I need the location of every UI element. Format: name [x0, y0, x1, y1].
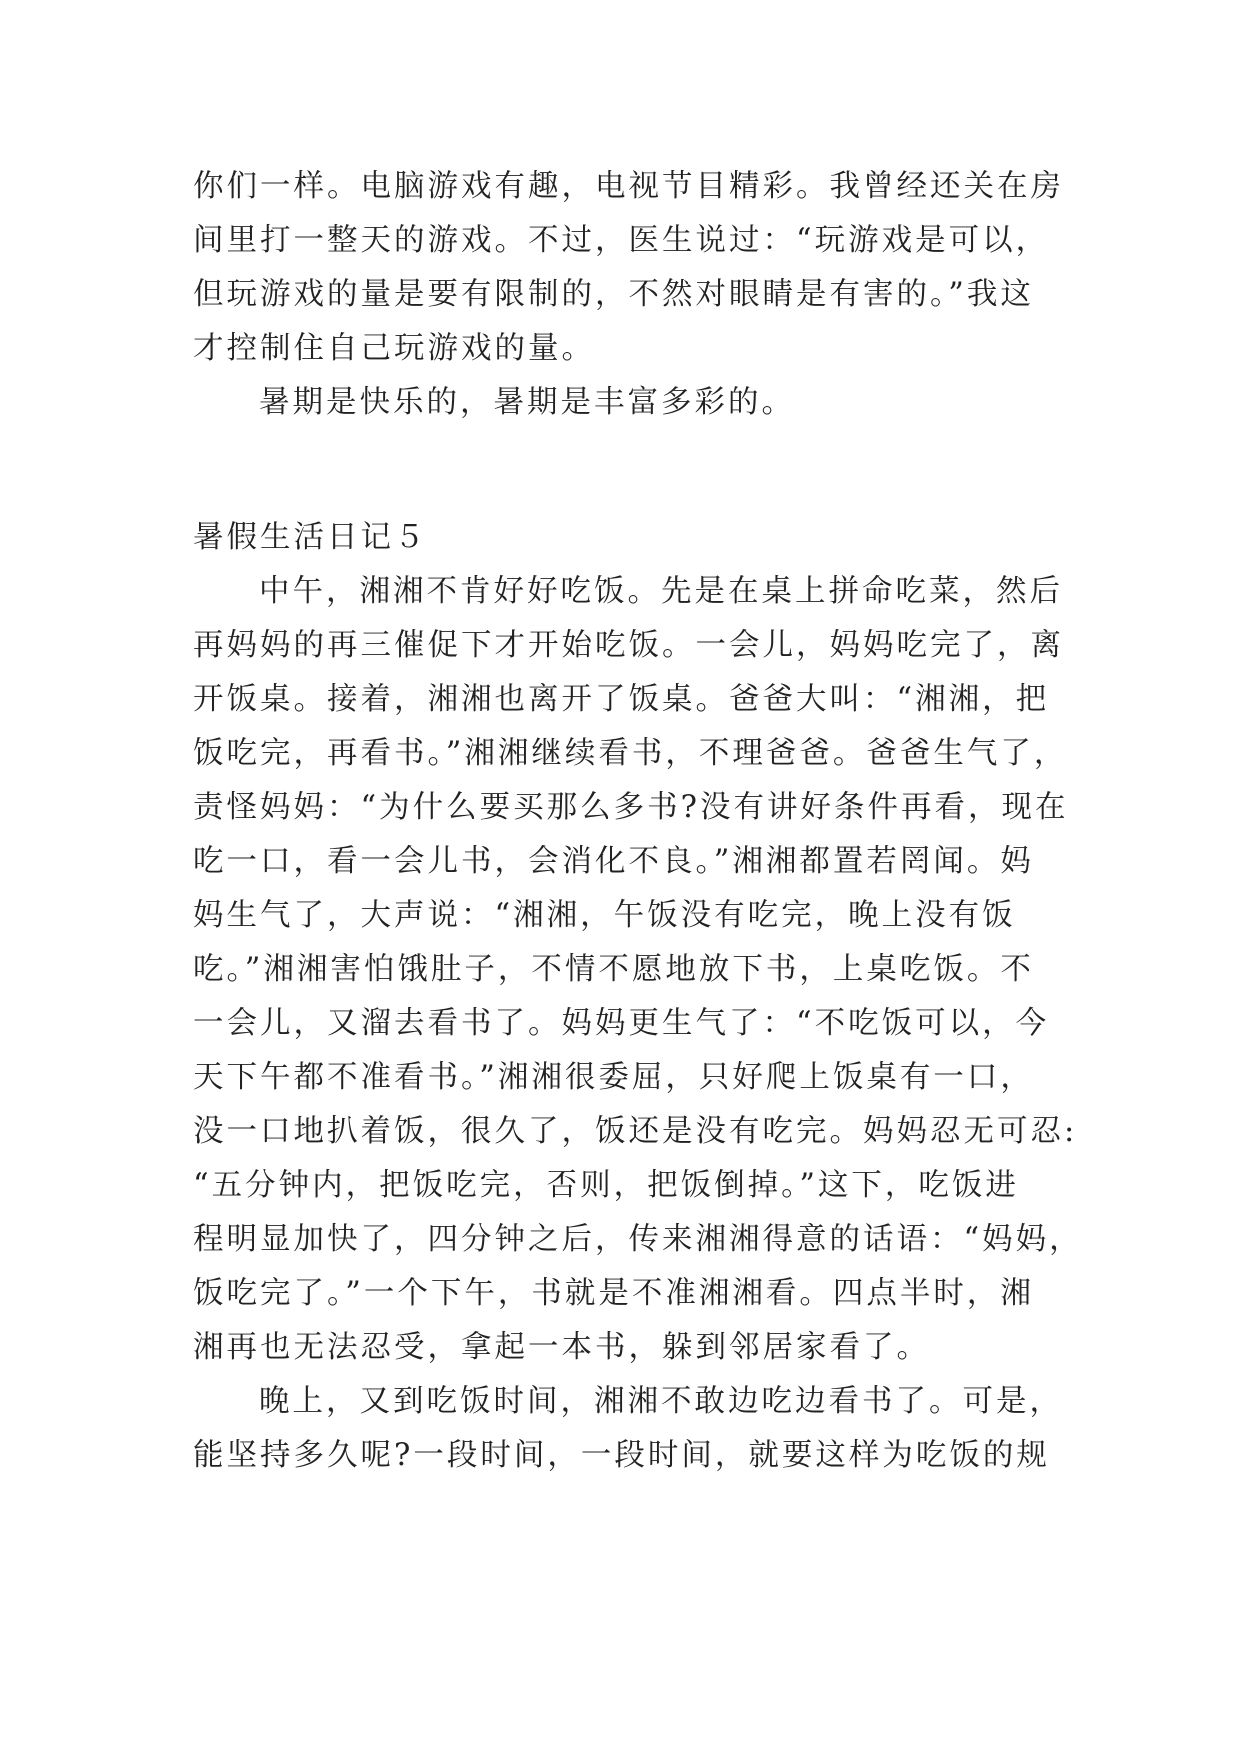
paragraph-line: 中午，湘湘不肯好好吃饭。先是在桌上拼命吃菜，然后: [259, 574, 1063, 609]
paragraph-line: 开饭桌。接着，湘湘也离开了饭桌。爸爸大叫：“湘湘，把: [193, 682, 1050, 717]
paragraph-line: 暑期是快乐的，暑期是丰富多彩的。: [259, 385, 795, 420]
paragraph-line: 天下午都不准看书。”湘湘很委屈，只好爬上饭桌有一口，: [193, 1060, 1034, 1095]
paragraph-line: 程明显加快了，四分钟之后，传来湘湘得意的话语：“妈妈，: [193, 1222, 1083, 1257]
paragraph-line: 你们一样。电脑游戏有趣，电视节目精彩。我曾经还关在房: [193, 169, 1064, 204]
paragraph-line: 责怪妈妈：“为什么要买那么多书?没有讲好条件再看，现在: [193, 790, 1069, 825]
paragraph-line: 湘再也无法忍受，拿起一本书，躲到邻居家看了。: [193, 1330, 930, 1365]
paragraph-line: 吃。”湘湘害怕饿肚子，不情不愿地放下书，上桌吃饭。不: [193, 952, 1034, 987]
paragraph-line: 一会儿，又溜去看书了。妈妈更生气了：“不吃饭可以，今: [193, 1006, 1050, 1041]
paragraph-line: 才控制住自己玩游戏的量。: [193, 331, 595, 366]
paragraph-line: 能坚持多久呢?一段时间，一段时间，就要这样为吃饭的规: [193, 1438, 1050, 1473]
paragraph-evening: [193, 1375, 1063, 1483]
paragraph-line: 再妈妈的再三催促下才开始吃饭。一会儿，妈妈吃完了，离: [193, 628, 1064, 663]
paragraph-line: 饭吃完了。”一个下午，书就是不准湘湘看。四点半时，湘: [193, 1276, 1034, 1311]
paragraph-line: 饭吃完，再看书。”湘湘继续看书，不理爸爸。爸爸生气了，: [193, 736, 1068, 771]
paragraph-computer-games: [193, 160, 1064, 376]
previous-section: [193, 160, 1064, 430]
paragraph-line: 间里打一整天的游戏。不过，医生说过：“玩游戏是可以，: [193, 223, 1050, 258]
paragraph-line: “五分钟内，把饭吃完，否则，把饭倒掉。”这下，吃饭进: [193, 1168, 1019, 1203]
paragraph-line: 没一口地扒着饭，很久了，饭还是没有吃完。妈妈忍无可忍:: [193, 1114, 1078, 1149]
paragraph-line: 但玩游戏的量是要有限制的，不然对眼睛是有害的。”我这: [193, 277, 1034, 312]
paragraph-line: 吃一口，看一会儿书，会消化不良。”湘湘都置若罔闻。妈: [193, 844, 1034, 879]
paragraph-line: 妈生气了，大声说：“湘湘，午饭没有吃完，晚上没有饭: [193, 898, 1016, 933]
section-title: 暑假生活日记５: [193, 520, 428, 555]
paragraph-noon: [193, 565, 1083, 1375]
paragraph-line: 晚上，又到吃饭时间，湘湘不敢边吃边看书了。可是，: [259, 1384, 1063, 1419]
diary-entry-5: [193, 511, 1083, 1483]
paragraph-closing: [193, 376, 1053, 430]
